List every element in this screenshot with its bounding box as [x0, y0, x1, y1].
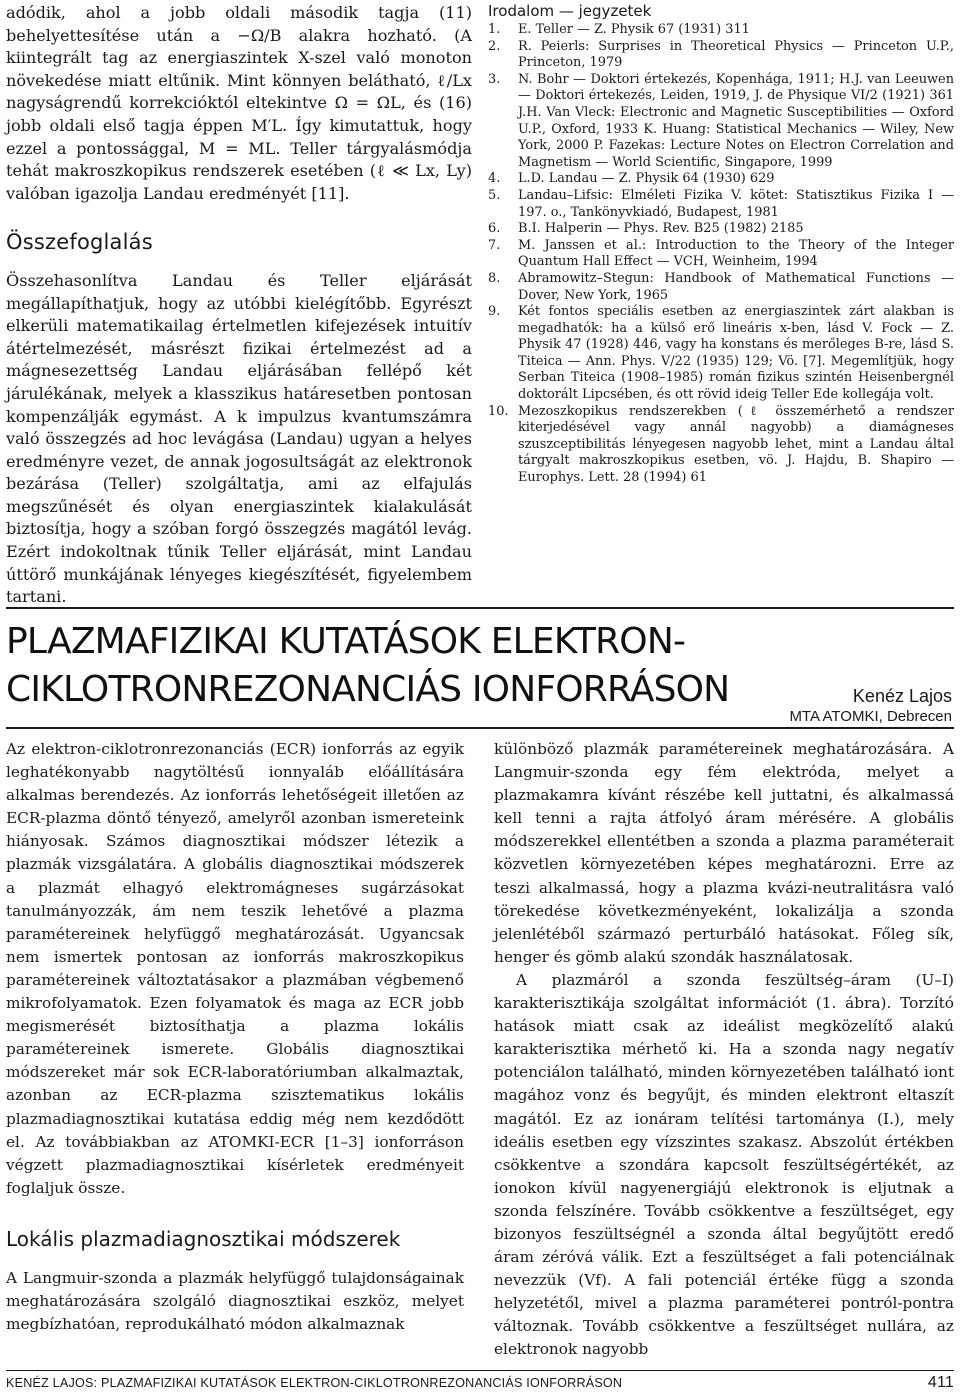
- reference-item: [488, 271, 954, 304]
- title-rule-bottom: [6, 727, 954, 729]
- reference-number: 10.: [488, 403, 509, 419]
- reference-number: 5.: [488, 187, 501, 203]
- reference-item: [488, 304, 954, 404]
- reference-number: 7.: [488, 237, 501, 253]
- reference-text: Két fontos speciális esetben az energiaszintek zárt alakban is megadhatók: ha a külső erő lineáris x-ben, lásd V. Fock — Z. Physik 47 (1928) 446, vagy ha konstans és merőleges B-re, lásd S. Titeica — Ann. Phys. V/22 (1935) 129; Vö. [7]. Megemlítjük, hogy Serban Titeica (1908–1985) román fizikus szintén Heisenbergnél doktorált Lipcsében, és ott rövid ideig Teller Ede kollegája volt.: [518, 304, 954, 403]
- page-number: 411: [927, 1374, 954, 1391]
- article-right-column: [494, 738, 954, 1362]
- reference-number: 2.: [488, 38, 501, 54]
- body-paragraph: A Langmuir-szonda a plazmák helyfüggő tulajdonságainak meghatározására szolgáló diagnosztikai eszköz, melyet megbízhatóan, reprodukálható módon alkalmaznak: [6, 1268, 464, 1334]
- reference-text: M. Janssen et al.: Introduction to the Theory of the Integer Quantum Hall Effect — VCH, Weinheim, 1994: [518, 237, 954, 270]
- body-paragraph: A plazmáról a szonda feszültség–áram (U–I) karakterisztikája szolgáltat információt (1. ábra). Torzító hatások miatt csak az ideálist megközelítő alakú karakterisztika mérhető ki. Ha a szonda nagy negatív potenciálon található, minden környezetében található iont magához vonz és begyűjt, és minden elektront eltaszít magától. Ez az ionáram telítési tartománya (I.), mely ideális esetben egy vízszintes szakasz. Abszolút értékben csökkentve a szondára kapcsolt feszültségértékét, az ionokon kívül nagyenergiájú elektronok is eljutnak a szonda felszínére. Tovább csökkentve a feszültséget, egy bizonyos feszültségnél a szonda által begyűjtött eredő áram zéróvá válik. Ezt a feszültséget a fali potenciálnak nevezzük (Vf). A fali potenciál értéke függ a szonda helyzetétől, mivel a plazma paraméterei pontról-pontra változnak. Tovább csökkentve a feszültséget nullára, az elektronok nagyobb: [494, 970, 954, 1359]
- reference-text: R. Peierls: Surprises in Theoretical Physics — Princeton U.P., Princeton, 1979: [518, 38, 954, 71]
- reference-number: 9.: [488, 304, 501, 320]
- author-block: [789, 685, 952, 727]
- body-paragraph: Az elektron-ciklotronrezonanciás (ECR) ionforrás az egyik leghatékonyabb nagytöltésű ionnyaláb előállítására alkalmas berendezés. Az ionforrás lehetőségeit illetően az ECR-plazma döntő tényező, amelyről azonban ismereteink hiányosak. Számos diagnosztikai módszer létezik a plazmák vizsgálatára. A globális diagnosztikai módszerek a plazmát elhagyó elektromágneses sugárzásokat tanulmányozzák, ám nem teszik lehetővé a plazma paramétereinek helyfüggő meghatározását. Ugyancsak nem ismertek pontosan az ionforrás makroszkopikus paramétereinek változtatásakor a plazmában végbemenő mikrofolyamatok. Ezen folyamatok és maga az ECR jobb megismerését biztosíthatja a plazma lokális paramétereinek ismerete. Globális diagnosztikai módszereket már sok ECR-laboratóriumban alkalmaztak, azonban az ECR-plazma szisztematikus lokális plazmadiagnosztikai kutatása eddig még nem kezdődött el. Az továbbiakban az ATOMKI-ECR [1–3] ionforráson végzett plazmadiagnosztikai kísérletek eredményeit foglaljuk össze.: [6, 740, 464, 1197]
- reference-item: [488, 39, 954, 72]
- author-affiliation: MTA ATOMKI, Debrecen: [789, 708, 952, 725]
- reference-number: 8.: [488, 270, 501, 286]
- reference-item: [488, 188, 954, 221]
- footer-rule: [6, 1370, 954, 1371]
- reference-number: 6.: [488, 221, 501, 237]
- references-heading: Irodalom — jegyzetek: [488, 2, 652, 20]
- reference-text: E. Teller — Z. Physik 67 (1931) 311: [518, 22, 750, 37]
- reference-text: Landau–Lifsic: Elméleti Fizika V. kötet: Statisztikus Fizika I — 197. o., Tankönyvkiadó, Budapest, 1981: [518, 187, 954, 220]
- author-name: Kenéz Lajos: [852, 686, 952, 706]
- reference-text: L.D. Landau — Z. Physik 64 (1930) 629: [518, 171, 775, 187]
- reference-text: N. Bohr — Doktori értekezés, Kopenhága, 1911; H.J. van Leeuwen — Doktori értekezés, Leiden, 1919, J. de Physique VI/2 (1921) 361 J.H. Van Vleck: Electronic and Magnetic Susceptibilities — Oxford U.P., Oxford, 1933 K. Huang: Statistical Mechanics — Wiley, New York, 2000 P. Fazekas: Lecture Notes on Electron Correlation and Magnetism — World Scientific, Singapore, 1999: [518, 71, 954, 170]
- section-heading-summary: Összefoglalás: [6, 230, 153, 255]
- references-list: [488, 22, 954, 487]
- title-rule-top: [6, 607, 954, 609]
- running-title: KENÉZ LAJOS: PLAZMAFIZIKAI KUTATÁSOK ELEKTRON-CIKLOTRONREZONANCIÁS IONFORRÁSON: [6, 1376, 623, 1390]
- section-heading-local-methods: Lokális plazmadiagnosztikai módszerek: [6, 1226, 401, 1251]
- article-left-column: [6, 738, 464, 1336]
- body-paragraph: adódik, ahol a jobb oldali második tagja (11) behelyettesítése után a −Ω/B alakra hozható. (A kiintegrált tag az energiaszintek X-szel való monoton növekedése miatt eltűnik. Mint könnyen belátható, ℓ/Lx nagyságrendű korrekcióktól eltekintve Ω = ΩL, és (16) jobb oldali első tagja éppen M′L. Így kimutattuk, hogy ezzel a pontossággal, M = ML. Teller tárgyalásmódja tehát makroszkopikus rendszerek esetében (ℓ ≪ Lx, Ly) valóban igazolja Landau eredményét [11].: [6, 3, 472, 203]
- reference-item: [488, 221, 954, 238]
- reference-item: [488, 22, 954, 39]
- reference-item: [488, 404, 954, 487]
- reference-text: B.I. Halperin — Phys. Rev. B25 (1982) 2185: [518, 221, 804, 237]
- reference-number: 3.: [488, 71, 501, 87]
- reference-number: 4.: [488, 171, 501, 187]
- reference-item: [488, 171, 954, 188]
- reference-item: [488, 72, 954, 172]
- body-paragraph: Összehasonlítva Landau és Teller eljárását megállapíthatjuk, hogy az utóbbi kielégítőbb. Egyrészt elkerüli matematikailag értelmetlen kifejezések intuitív átértelmezését, másrészt fizikai értelmezést ad a mágnesezettség Landau eljárásában fellépő két járulékának, melyek a klasszikus határesetben pontosan kompenzálják egymást. A k impulzus kvantumszámra való összegzés ad hoc levágása (Landau) ugyan a helyes eredményre vezet, de annak jogosultságát az elektronok bezárása (Teller) szolgáltatja, ami az elfajulás megszűnését és olyan energiaszintek kialakulását biztosítja, hogy a szóban forgó összegzés magától levág. Ezért indokoltnak tűnik Teller eljárását, mint Landau úttörő munkájának lényeges kiegészítését, figyelembem tartani.: [6, 270, 472, 607]
- references-column: [488, 2, 954, 487]
- reference-item: [488, 238, 954, 271]
- top-left-column: [6, 2, 472, 609]
- page-footer: [6, 1376, 954, 1390]
- reference-text: Mezoszkopikus rendszerekben (ℓ összemérhető a rendszer kiterjedésével vagy annál nagyobb) a diamágneses szuszceptibilitás lényegesen nagyobb lehet, mint a Landau által tárgyalt makroszkopikus esetben, vö. J. Hajdu, B. Shapiro — Europhys. Lett. 28 (1994) 61: [518, 403, 954, 486]
- article-title: PLAZMAFIZIKAI KUTATÁSOK ELEKTRON-CIKLOTRONREZONANCIÁS IONFORRÁSON: [6, 621, 730, 710]
- reference-number: 1.: [488, 22, 501, 37]
- body-paragraph: különböző plazmák paramétereinek meghatározására. A Langmuir-szonda egy fém elektróda, melyet a plazmakamra kívánt részébe kell juttatni, és alkalmassá kell tenni a rajta átfolyó áram mérésére. A globális módszerekkel ellentétben a szonda a plazma paraméterait közvetlen környezetében képes meghatározni. Erre az teszi alkalmassá, hogy a plazma kvázi-neutralitásra való törekedése következményeként, lokalizálja a szonda jelenlétéből származó perturbáló hatásokat. Főleg sík, henger és gömb alakú szondák használatosak.: [494, 740, 954, 966]
- reference-text: Abramowitz–Stegun: Handbook of Mathematical Functions — Dover, New York, 1965: [518, 270, 954, 303]
